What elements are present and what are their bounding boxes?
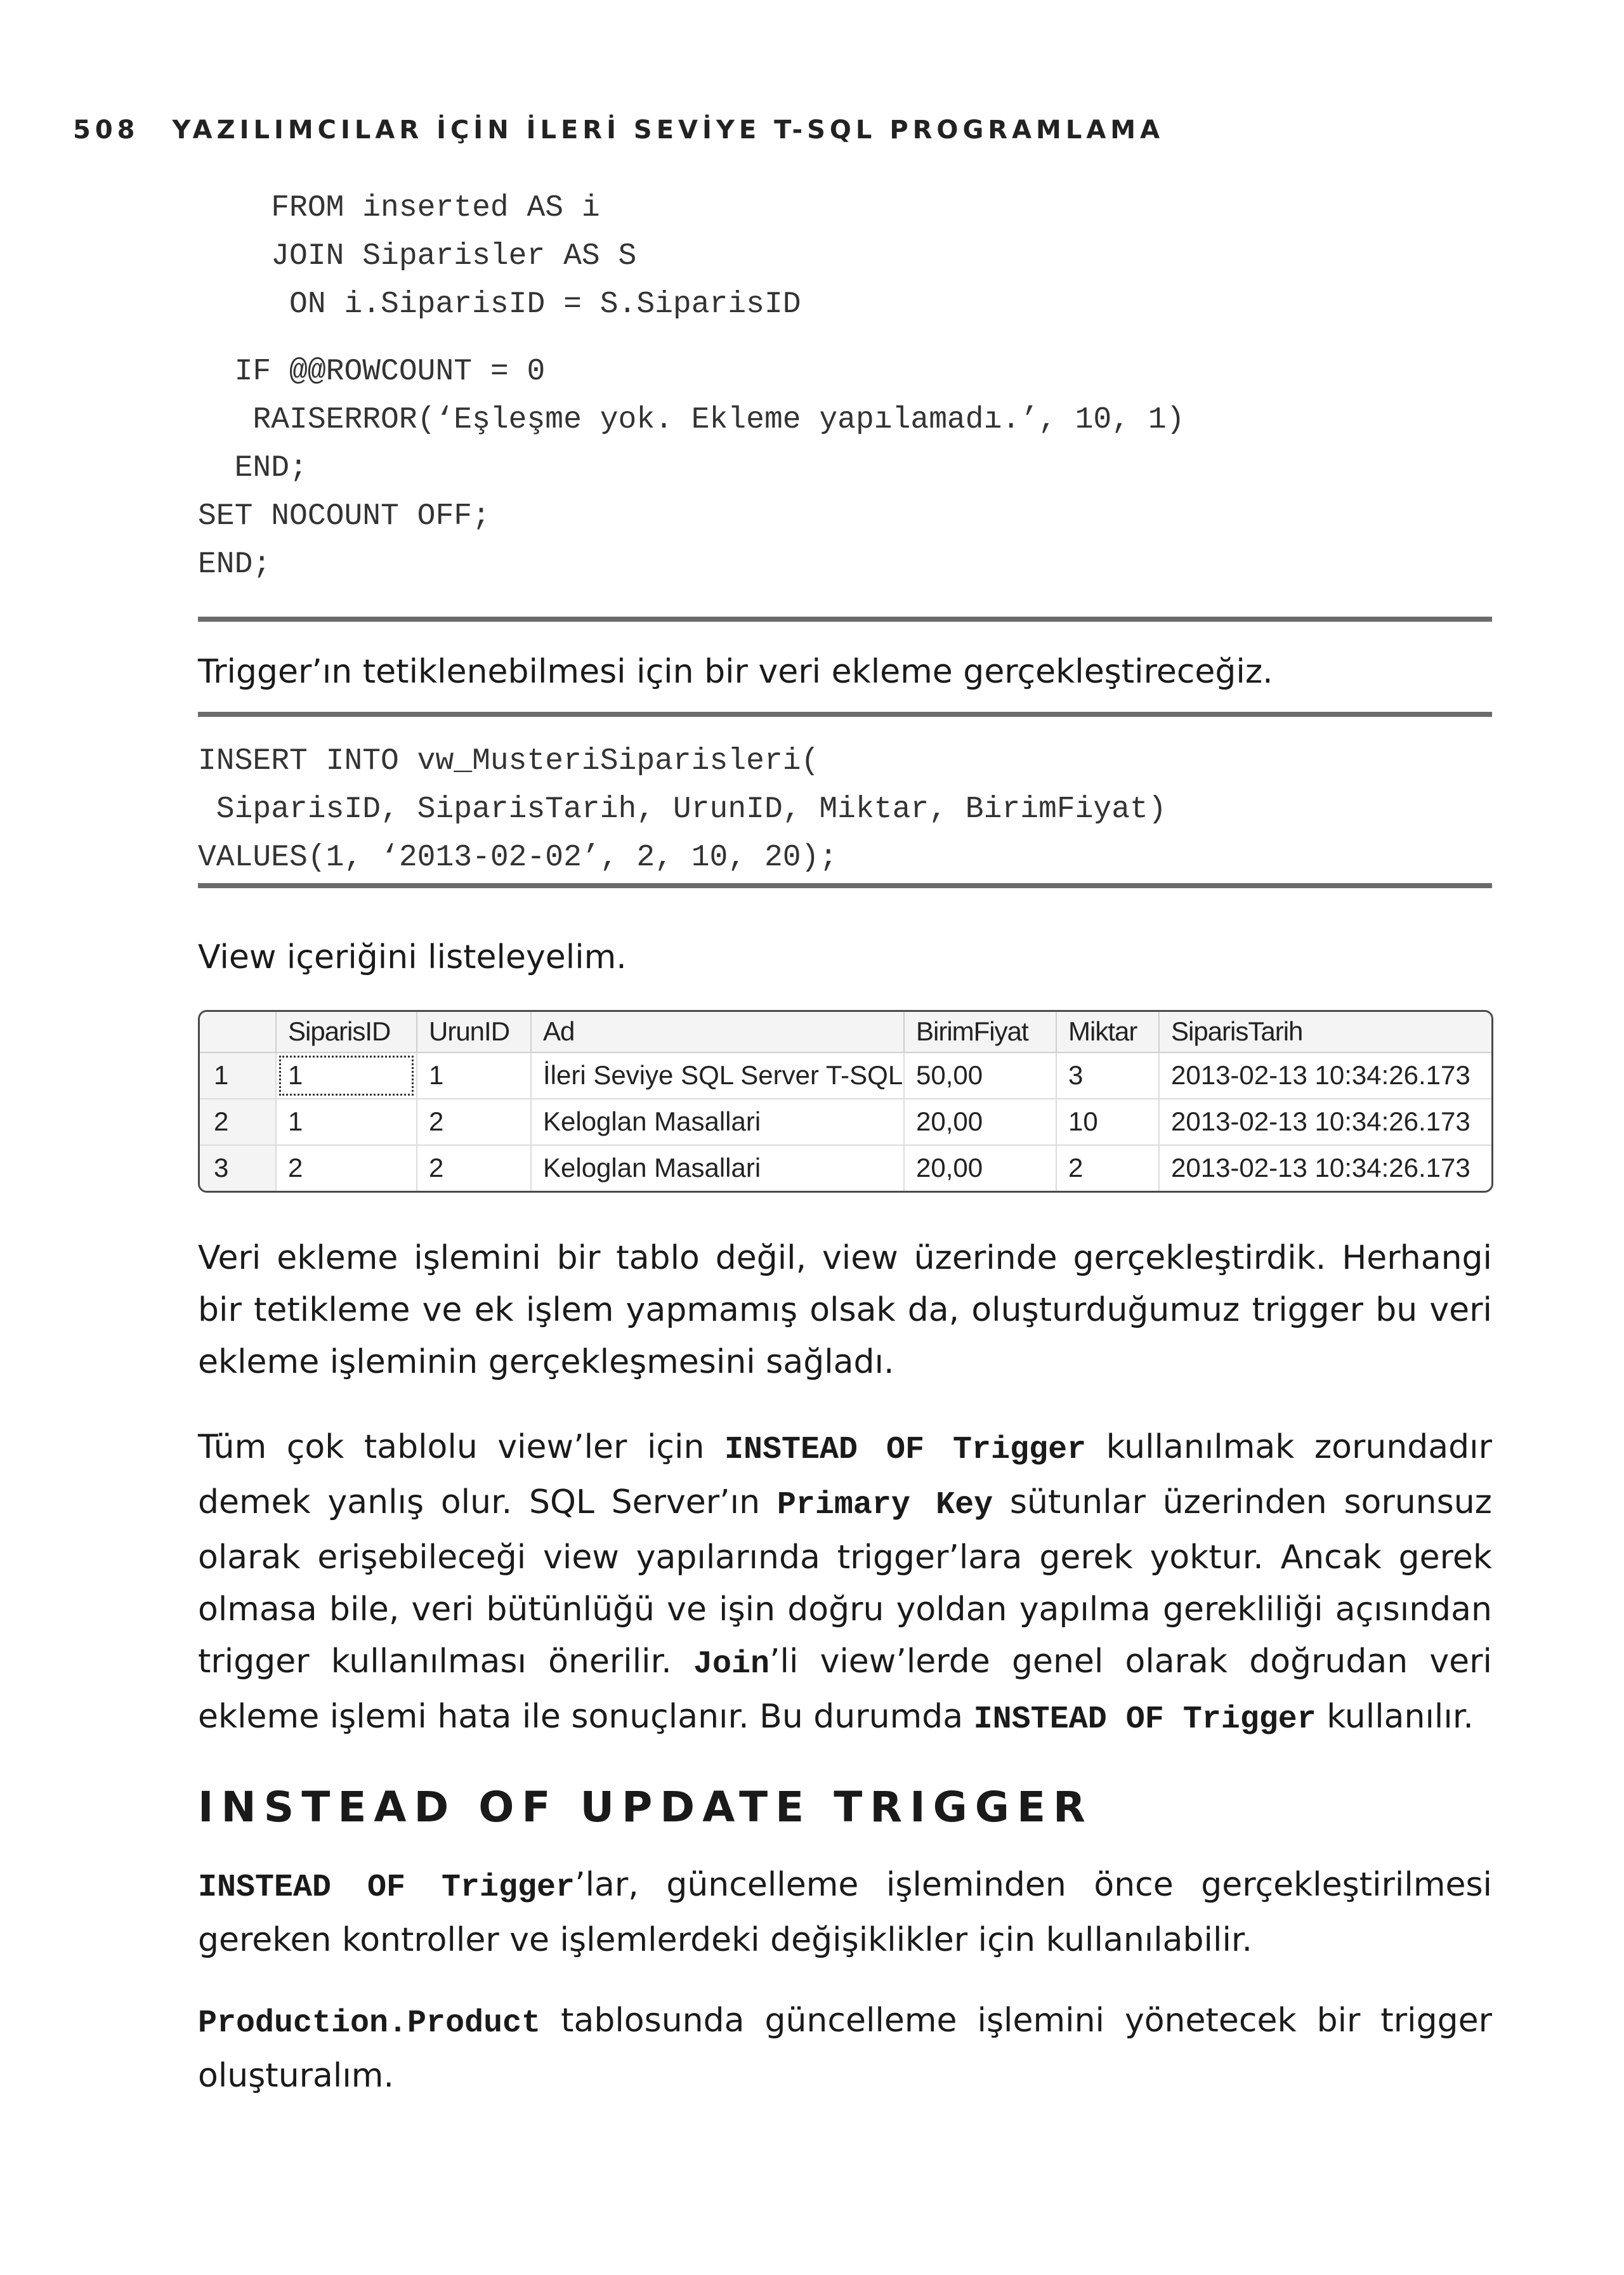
table-cell[interactable]: İleri Seviye SQL Server T-SQL <box>531 1052 904 1099</box>
text-run: demek yanlış olur. SQL Server’ın <box>198 1483 777 1521</box>
inline-code: INSTEAD OF Trigger <box>724 1432 1087 1468</box>
code-line: JOIN Siparisler AS S <box>198 239 637 273</box>
column-header[interactable] <box>200 1012 276 1052</box>
column-header[interactable]: SiparisID <box>276 1012 417 1052</box>
paragraph-instead-of-update <box>198 1859 1492 1966</box>
paragraph-result-explanation <box>198 1232 1492 1388</box>
table-cell[interactable]: 3 <box>1056 1052 1159 1099</box>
text-line <box>198 1421 1492 1476</box>
column-header[interactable]: UrunID <box>417 1012 531 1052</box>
page-number: 508 <box>73 115 140 145</box>
text-line: gereken kontroller ve işlemlerdeki değişiklikler için kullanılabilir. <box>198 1921 1253 1959</box>
text-run: tablosunda güncelleme işlemini yönetecek bir trigger <box>540 2002 1492 2040</box>
inline-code: INSTEAD OF Trigger <box>973 1701 1316 1738</box>
code-line: FROM inserted AS i <box>198 191 600 225</box>
code-line: END; <box>198 451 308 485</box>
paragraph-multi-table-views <box>198 1421 1492 1746</box>
text-line <box>198 1691 1492 1746</box>
code-line: ON i.SiparisID = S.SiparisID <box>198 287 801 322</box>
table-header-row <box>200 1012 1491 1052</box>
table-cell[interactable]: 20,00 <box>904 1145 1056 1191</box>
table-cell[interactable]: 2 <box>417 1099 531 1145</box>
paragraph-view-list: View içeriğini listeleyelim. <box>198 938 627 976</box>
table-cell[interactable]: 10 <box>1056 1099 1159 1145</box>
table-cell[interactable]: 2 <box>1056 1145 1159 1191</box>
table-row <box>200 1145 1491 1191</box>
text-line: olarak erişebileceği view yapılarında trigger’lara gerek yoktur. Ancak gerek <box>198 1538 1492 1577</box>
inline-code: Primary Key <box>776 1487 993 1523</box>
table-cell[interactable]: Keloglan Masallari <box>531 1099 904 1145</box>
text-run: ’li view’lerde genel olarak doğrudan veri <box>769 1642 1492 1681</box>
code-line: END; <box>198 547 272 582</box>
column-header[interactable]: SiparisTarih <box>1159 1012 1491 1052</box>
code-line: SiparisID, SiparisTarih, UrunID, Miktar, BirimFiyat) <box>198 792 1167 827</box>
row-number[interactable]: 3 <box>200 1145 276 1191</box>
paragraph-production-product <box>198 1995 1492 2102</box>
table-cell[interactable]: 20,00 <box>904 1099 1056 1145</box>
divider-rule <box>198 617 1492 622</box>
text-line: Veri ekleme işlemini bir tablo değil, view üzerinde gerçekleştirdik. Herhangi <box>198 1239 1492 1277</box>
code-line: RAISERROR(‘Eşleşme yok. Ekleme yapılamadı.’, 10, 1) <box>198 403 1185 437</box>
text-line <box>198 1636 1492 1691</box>
code-line: IF @@ROWCOUNT = 0 <box>198 355 546 389</box>
text-line: bir tetikleme ve ek işlem yapmamış olsak da, oluşturduğumuz trigger bu veri <box>198 1291 1492 1329</box>
table-row <box>200 1099 1491 1145</box>
divider-rule <box>198 712 1492 717</box>
text-run: Tüm çok tablolu view’ler için <box>198 1428 724 1466</box>
table-cell[interactable]: 2 <box>417 1145 531 1191</box>
inline-code: INSTEAD OF Trigger <box>198 1870 575 1906</box>
paragraph-trigger-intro: Trigger’ın tetiklenebilmesi için bir veri ekleme gerçekleştireceğiz. <box>198 653 1273 691</box>
row-number[interactable]: 2 <box>200 1099 276 1145</box>
text-run: ’lar, güncelleme işleminden önce gerçekleştirilmesi <box>575 1866 1492 1904</box>
column-header[interactable]: BirimFiyat <box>904 1012 1056 1052</box>
result-grid <box>198 1010 1493 1193</box>
divider-rule <box>198 883 1492 888</box>
table-cell[interactable]: 1 <box>276 1099 417 1145</box>
text-run: trigger kullanılması önerilir. <box>198 1642 693 1681</box>
table-cell[interactable]: 2013-02-13 10:34:26.173 <box>1159 1052 1491 1099</box>
table-row <box>200 1052 1491 1099</box>
result-table <box>200 1012 1491 1191</box>
text-line: oluşturalım. <box>198 2057 394 2095</box>
table-cell[interactable]: 50,00 <box>904 1052 1056 1099</box>
running-header <box>73 115 1164 145</box>
code-line: SET NOCOUNT OFF; <box>198 499 490 534</box>
book-title: YAZILIMCILAR İÇİN İLERİ SEVİYE T-SQL PROGRAMLAMA <box>172 115 1165 145</box>
section-heading: INSTEAD OF UPDATE TRIGGER <box>198 1783 1093 1832</box>
code-block-trigger-end <box>198 184 1184 589</box>
text-line: olmasa bile, veri bütünlüğü ve işin doğru yoldan yapılma gerekliliği açısından <box>198 1590 1492 1629</box>
inline-code: Join <box>693 1646 769 1682</box>
table-cell[interactable]: 1 <box>417 1052 531 1099</box>
text-run: ekleme işlemi hata ile sonuçlanır. Bu durumda <box>198 1698 974 1736</box>
table-cell[interactable]: 2013-02-13 10:34:26.173 <box>1171 1153 1470 1183</box>
text-line <box>198 1859 1492 1914</box>
table-cell[interactable]: 2013-02-13 10:34:26.173 <box>1159 1099 1491 1145</box>
column-header[interactable]: Miktar <box>1056 1012 1159 1052</box>
table-cell[interactable]: 1 <box>276 1052 417 1099</box>
text-line: ekleme işleminin gerçekleşmesini sağladı. <box>198 1343 894 1381</box>
code-line: INSERT INTO vw_MusteriSiparisleri( <box>198 744 820 778</box>
text-run: kullanılır. <box>1316 1698 1474 1736</box>
table-cell[interactable]: 2 <box>276 1145 417 1191</box>
inline-code: Production.Product <box>198 2005 541 2042</box>
code-line: VALUES(1, ‘2013-02-02’, 2, 10, 20); <box>198 841 838 875</box>
table-cell[interactable]: Keloglan Masallari <box>531 1145 904 1191</box>
text-line <box>198 1995 1492 2050</box>
text-line <box>198 1476 1492 1531</box>
text-run: kullanılmak zorundadır <box>1086 1428 1492 1466</box>
text-run: sütunlar üzerinden sorunsuz <box>993 1483 1492 1521</box>
row-number[interactable]: 1 <box>200 1052 276 1099</box>
column-header[interactable]: Ad <box>531 1012 904 1052</box>
code-block-insert <box>198 737 1167 882</box>
